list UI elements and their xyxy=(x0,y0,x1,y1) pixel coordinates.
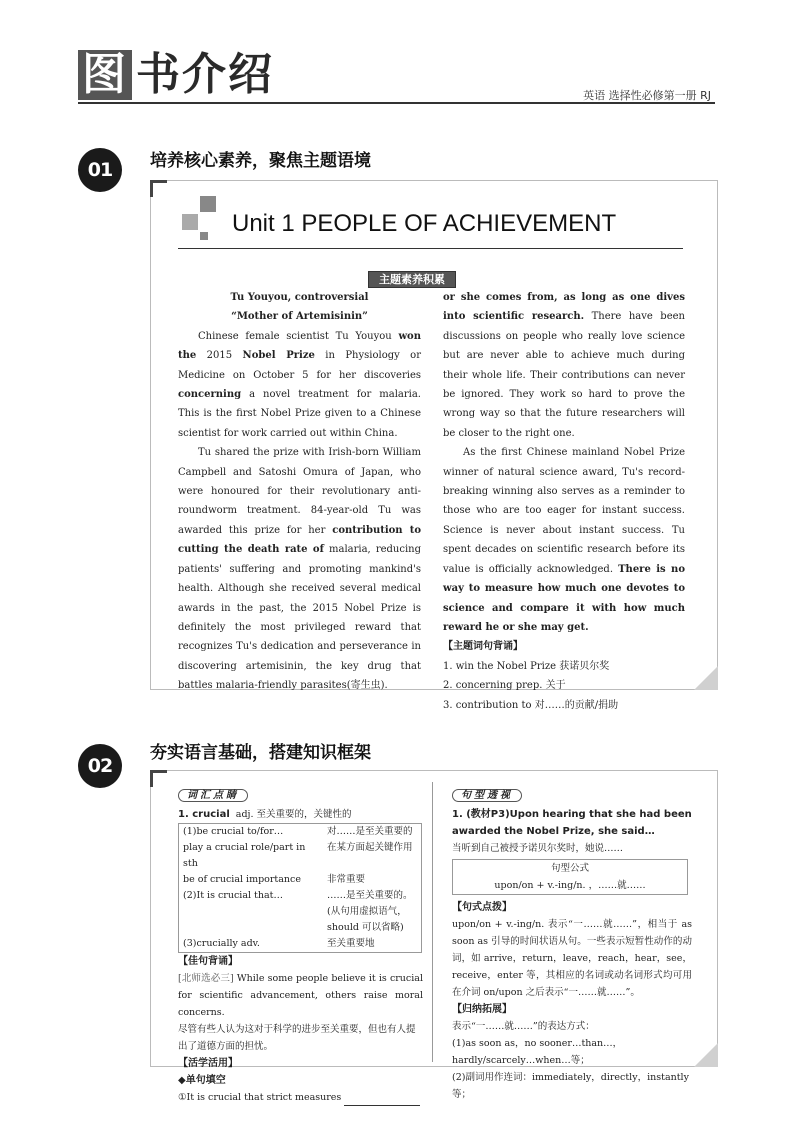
theme-tag-label: 主题素养积累 xyxy=(368,271,456,288)
article-title-line-2: “Mother of Artemisinin” xyxy=(231,311,368,323)
phrase-row xyxy=(179,872,422,888)
section-2-number: 02 xyxy=(78,744,122,788)
phrase-row xyxy=(179,920,422,936)
logo-char-4: 绍 xyxy=(228,49,274,100)
phrase-en xyxy=(179,904,324,920)
article-left-column xyxy=(178,288,421,696)
phrase-en: (2)It is crucial that… xyxy=(183,890,283,901)
pattern-translation: 当听到自己被授予诺贝尔奖时，她说…… xyxy=(452,843,624,854)
fill-item: ①It is crucial that strict measures xyxy=(178,1092,342,1103)
phrase-row xyxy=(179,904,422,920)
panel-corner-mark xyxy=(150,180,167,197)
phrase-en: play a crucial role/part in sth xyxy=(183,842,306,869)
logo-char-2: 书 xyxy=(136,49,182,100)
expand-text: 表示“一……就……”的表达方式： xyxy=(452,1021,595,1032)
article-right-body: or she comes from, as long as one dives into scientific research. There have been discussions on people who really love science but are never able to achieve much during their whole life. Their contributions can never be ignored. They work so hard to prove the wrong way so that the future researchers will be closer to the right one. As the first Chinese mainland Nobel Prize winner of natural science award, Tu's record-breaking winning also serves as a reminder to those who are too eager for instant success. Science is never about instant success. Tu spent decades on scientific research before its value is officially acknowledged. There is no way to measure how much one devotes to science and compare it with how much reward he or she may get. xyxy=(443,292,685,633)
word-definition: adj. 至关重要的，关键性的 xyxy=(235,809,352,820)
phrase-en xyxy=(179,920,324,936)
recite-item: 1. win the Nobel Prize 获诺贝尔奖 xyxy=(443,660,610,672)
phrase-en: (1)be crucial to/for… xyxy=(183,826,284,837)
unit-title: Unit 1 PEOPLE OF ACHIEVEMENT xyxy=(232,210,617,237)
recite-item: 3. contribution to 对……的贡献/捐助 xyxy=(443,699,619,711)
unit-rule xyxy=(178,248,683,249)
phrase-en: be of crucial importance xyxy=(183,874,301,885)
phrase-zh: (从句用虚拟语气， xyxy=(327,906,407,917)
section-1-title: 培养核心素养，聚焦主题语境 xyxy=(150,151,371,171)
theme-tag xyxy=(368,268,456,287)
phrase-row xyxy=(179,936,422,953)
logo-char-3: 介 xyxy=(182,49,228,100)
expand-label: 【归纳拓展】 xyxy=(452,1004,512,1015)
phrase-zh: ……是至关重要的。 xyxy=(327,890,413,901)
fill-blank-label: ◆单句填空 xyxy=(178,1075,226,1086)
panel-corner-mark xyxy=(150,770,167,787)
answer-blank[interactable] xyxy=(344,1095,420,1106)
phrase-zh: 至关重要地 xyxy=(327,938,375,949)
good-sentence-zh: 尽管有些人认为这对于科学的进步至关重要，但也有人提出了道德方面的担忧。 xyxy=(178,1024,416,1052)
expand-text: (1)as soon as，no sooner…than…，hardly/scarcely…when…等； xyxy=(452,1038,623,1066)
deco-square xyxy=(200,196,216,212)
vocab-tag: 词汇点睛 xyxy=(178,789,248,802)
pattern-tag: 句型透视 xyxy=(452,789,522,802)
phrase-zh: should 可以省略) xyxy=(327,922,404,933)
phrase-en: (3)crucially adv. xyxy=(183,938,260,949)
article-left-body: Chinese female scientist Tu Youyou won the 2015 Nobel Prize in Physiology or Medicine on October 5 for her discoveries concerning a novel treatment for malaria. This is the first Nobel Prize given to a Chinese scientist for work carried out within China. Tu shared the prize with Irish-born William Campbell and Satoshi Omura of Japan, who were honoured for their revolutionary anti-roundworm treatment. 84-year-old Tu was awarded this prize for her contribution to cutting the death rate of malaria, reducing patients' suffering and promoting mankind's health. Although she received several medical awards in the past, the 2015 Nobel Prize is definitely the most privileged reward that recognizes Tu's dedication and perseverance in discovering artemisinin, the key drug that battles malaria-friendly parasites(寄生虫). xyxy=(178,330,422,692)
phrase-zh: 对……是至关重要的 xyxy=(327,826,413,837)
article-title-line-1: Tu Youyou, controversial xyxy=(230,292,369,303)
phrase-zh: 在某方面起关键作用 xyxy=(327,842,413,853)
word-head: 1. crucial xyxy=(178,809,230,820)
section-1-number: 01 xyxy=(78,148,122,192)
good-sentence-label: 【佳句背诵】 xyxy=(178,956,238,967)
formula-label: 句型公式 xyxy=(550,863,589,874)
recite-item: 2. concerning prep. 关于 xyxy=(443,680,566,692)
book-intro-logo xyxy=(78,50,274,100)
tips-label: 【句式点拨】 xyxy=(452,902,512,913)
good-sentence-source: [北师选必三] xyxy=(178,973,234,984)
section-2-title: 夯实语言基础，搭建知识框架 xyxy=(150,743,371,763)
book-title: 英语 选择性必修第一册 RJ xyxy=(583,89,711,102)
deco-square xyxy=(200,232,208,240)
page-fold-corner xyxy=(694,1043,718,1067)
logo-char-1: 图 xyxy=(78,50,132,100)
practice-label: 【活学活用】 xyxy=(178,1058,238,1069)
tips-text: upon/on + v.-ing/n. 表示“一……就……”，相当于 as soon as 引导的时间状语从句。一些表示短暂性动作的动词，如 arrive，return，leave，reach，hear，see，receive，enter 等，其相应的名词或动名词形式均可用在介词 on/upon 之后表示“一……就……”。 xyxy=(452,919,692,998)
formula-box xyxy=(452,859,688,895)
deco-square xyxy=(182,214,198,230)
header-rule xyxy=(78,102,715,104)
column-divider xyxy=(432,782,433,1062)
phrase-row xyxy=(179,840,422,872)
article-right-column xyxy=(443,288,685,715)
pattern-column xyxy=(452,787,692,1103)
phrase-row xyxy=(179,888,422,904)
vocab-column xyxy=(178,787,423,1106)
expand-text: (2)副词用作连词：immediately，directly，instantly 等； xyxy=(452,1072,689,1100)
good-sentence-en: While some people believe it is crucial for scientific advancement, others raise moral concerns. xyxy=(178,973,423,1018)
phrase-row xyxy=(179,824,422,841)
pattern-head-line-1: 1. (教材P3)Upon hearing that she had been xyxy=(452,809,692,820)
phrase-zh: 非常重要 xyxy=(327,874,366,885)
phrase-table xyxy=(178,823,422,953)
formula-text: upon/on + v.-ing/n. ，……就…… xyxy=(494,880,646,891)
recite-label: 【主题词句背诵】 xyxy=(443,641,523,653)
pattern-head-line-2: awarded the Nobel Prize, she said… xyxy=(452,826,655,837)
page-fold-corner xyxy=(694,666,718,690)
